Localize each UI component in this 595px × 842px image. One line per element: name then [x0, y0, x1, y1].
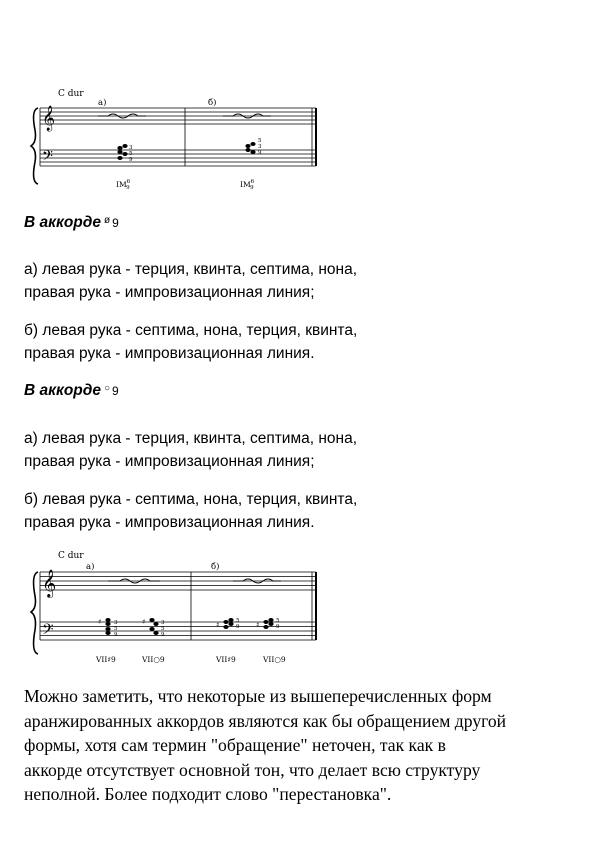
svg-text:5: 5 — [258, 138, 262, 144]
text-line: б) левая рука - септима, нона, терция, квинта, — [24, 491, 358, 508]
system-brace — [31, 572, 38, 654]
closing-paragraph — [24, 684, 584, 807]
music-example-2 — [28, 548, 328, 670]
paragraph-2a — [24, 427, 357, 473]
chord-symbol: ○ — [103, 383, 111, 394]
paragraph-1a — [24, 258, 357, 304]
text-line: неполной. Более подходит слово "перестановка". — [24, 784, 392, 804]
variant-b-label: б) — [208, 98, 217, 108]
heading-text: В аккорде — [24, 214, 101, 231]
chord-number: 9 — [112, 216, 119, 230]
barlines — [40, 108, 316, 166]
svg-text:9: 9 — [161, 632, 165, 638]
bass-clef-icon: 𝄢 — [42, 148, 53, 168]
section-heading-1 — [24, 214, 119, 232]
svg-text:3: 3 — [129, 145, 133, 151]
svg-text:♯: ♯ — [216, 621, 220, 629]
paragraph-1b — [24, 319, 357, 365]
chord-symbol-3: VII♯9 — [216, 655, 236, 664]
treble-clef-icon: 𝄞 — [42, 569, 57, 597]
svg-text:♯: ♯ — [98, 618, 102, 626]
chord-symbol-a: $IM^6$ 9 — [116, 179, 131, 191]
chord-symbol-4: VII○9 — [263, 655, 286, 664]
svg-text:9: 9 — [236, 624, 240, 630]
chord-number: 9 — [112, 384, 119, 398]
chord-notes-a — [117, 144, 133, 163]
heading-text: В аккорде — [24, 382, 101, 399]
bass-staff — [40, 150, 316, 166]
text-line: правая рука - импровизационная линия. — [24, 345, 315, 362]
svg-text:9: 9 — [114, 632, 118, 638]
svg-text:♯: ♯ — [142, 618, 146, 626]
key-label: C dur — [58, 551, 84, 561]
svg-text:9: 9 — [276, 624, 280, 630]
text-line: а) левая рука - терция, квинта, септима, нона, — [24, 430, 358, 447]
svg-text:5: 5 — [236, 618, 240, 624]
svg-text:3: 3 — [114, 620, 118, 626]
treble-clef-icon: 𝄞 — [42, 106, 56, 131]
text-line: Можно заметить, что некоторые из вышеперечисленных форм — [24, 686, 492, 706]
text-line: правая рука - импровизационная линия; — [24, 453, 315, 470]
variant-b-label: б) — [211, 562, 220, 572]
variant-a-label: а) — [86, 562, 95, 572]
chord-symbol-2: VII○9 — [142, 655, 165, 664]
svg-text:5: 5 — [276, 618, 280, 624]
chord-notes-2 — [142, 618, 165, 638]
svg-text:3: 3 — [258, 144, 262, 150]
text-line: правая рука - импровизационная линия. — [24, 514, 315, 531]
svg-text:5: 5 — [161, 626, 165, 632]
system-brace — [31, 108, 38, 184]
svg-text:♯: ♯ — [256, 621, 260, 629]
music-example-1 — [28, 86, 328, 196]
chord-symbol: ø — [103, 215, 111, 226]
chord-notes-b — [245, 138, 262, 156]
svg-text:3: 3 — [161, 620, 165, 626]
bass-clef-icon: 𝄢 — [42, 621, 54, 642]
bass-staff — [40, 622, 316, 640]
chord-notes-1 — [98, 618, 118, 638]
paragraph-2b — [24, 488, 357, 534]
text-line: аранжированных аккордов являются как бы обращением другой — [24, 710, 507, 731]
svg-text:9: 9 — [129, 157, 133, 163]
svg-text:5: 5 — [129, 151, 133, 157]
key-label: C dur — [58, 89, 84, 99]
text-line: б) левая рука - септима, нона, терция, квинта, — [24, 322, 358, 339]
section-heading-2 — [24, 382, 119, 400]
text-line: правая рука - импровизационная линия; — [24, 284, 315, 301]
text-line: аккорде отсутствует основной тон, что делает всю структуру — [24, 759, 481, 780]
chord-symbol-1: VII♯9 — [96, 655, 116, 664]
chord-notes-4 — [256, 618, 280, 630]
variant-a-label: а) — [98, 98, 107, 108]
text-line: формы, хотя сам термин "обращение" неточен, так как в — [24, 735, 446, 755]
svg-text:9: 9 — [258, 150, 262, 156]
barlines — [40, 572, 316, 640]
chord-notes-3 — [216, 618, 240, 630]
svg-text:5: 5 — [114, 626, 118, 632]
treble-staff — [40, 108, 316, 124]
text-line: а) левая рука - терция, квинта, септима, нона, — [24, 261, 358, 278]
chord-symbol-b: $IM^6$ 9 — [240, 179, 255, 191]
